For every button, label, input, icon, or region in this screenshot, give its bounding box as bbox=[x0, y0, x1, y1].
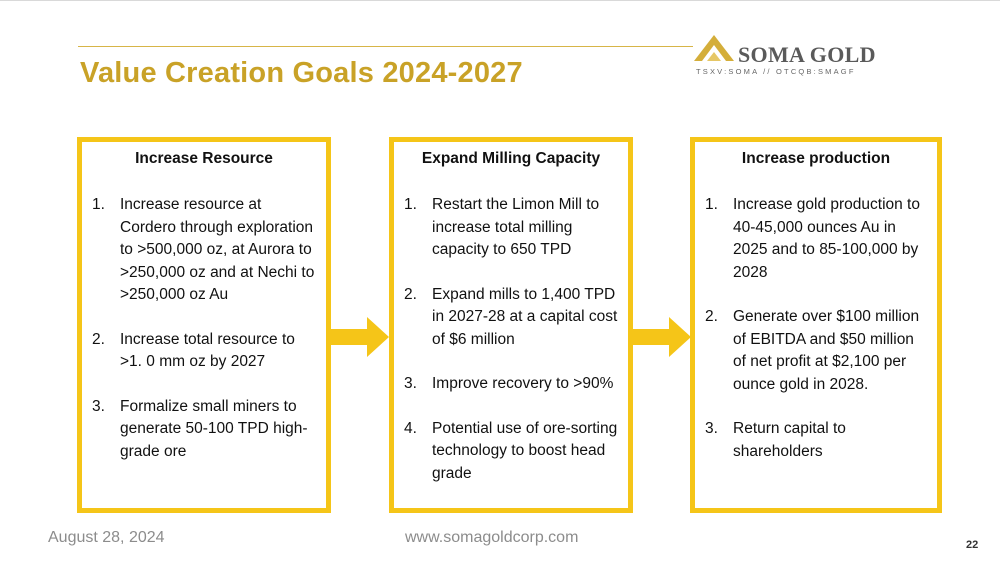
card-expand-milling-capacity bbox=[389, 137, 633, 513]
list-item bbox=[404, 418, 618, 486]
list-number: 2. bbox=[404, 285, 417, 303]
list-number: 1. bbox=[92, 196, 105, 213]
goal-list bbox=[92, 194, 316, 463]
goal-list bbox=[705, 194, 927, 463]
list-text: Return capital to shareholders bbox=[733, 420, 846, 460]
list-text: Improve recovery to >90% bbox=[432, 375, 614, 392]
list-number: 3. bbox=[705, 420, 718, 437]
arrow-right-icon bbox=[633, 317, 691, 357]
list-text: Increase gold production to 40-45,000 ounces Au in 2025 and to 85-100,000 by 2028 bbox=[733, 196, 920, 281]
card-increase-production bbox=[690, 137, 942, 513]
card-title: Increase Resource bbox=[135, 150, 273, 167]
card-increase-resource bbox=[77, 137, 331, 513]
goal-list bbox=[404, 194, 618, 485]
logo-ticker: TSXV:SOMA // OTCQB:SMAGF bbox=[696, 67, 856, 76]
list-item bbox=[705, 418, 927, 463]
list-text: Expand mills to 1,400 TPD in 2027-28 at a capital cost of $6 million bbox=[432, 285, 618, 348]
list-text: Increase resource at Cordero through exploration to >500,000 oz, at Aurora to >250,000 oz and at Nechi to >250,000 oz Au bbox=[120, 196, 315, 303]
list-item bbox=[92, 396, 316, 464]
company-logo bbox=[692, 33, 882, 77]
card-title: Increase production bbox=[741, 150, 891, 167]
list-number: 2. bbox=[705, 308, 718, 325]
list-item bbox=[92, 194, 316, 307]
list-number: 1. bbox=[705, 196, 718, 213]
page-number: 22 bbox=[966, 539, 979, 551]
list-text: Potential use of ore-sorting technology to boost head grade bbox=[432, 419, 618, 482]
list-item bbox=[92, 329, 316, 374]
list-item bbox=[404, 284, 618, 352]
footer-date: August 28, 2024 bbox=[48, 529, 165, 546]
list-item bbox=[705, 306, 927, 396]
list-text: Increase total resource to >1. 0 mm oz by 2027 bbox=[120, 330, 295, 370]
logo-name: SOMA GOLD bbox=[738, 42, 876, 67]
list-number: 3. bbox=[92, 397, 105, 415]
list-number: 1. bbox=[404, 196, 417, 213]
mountain-logo-icon bbox=[692, 33, 736, 63]
list-text: Formalize small miners to generate 50-100 TPD high-grade ore bbox=[120, 397, 308, 460]
list-text: Generate over $100 million of EBITDA and $50 million of net profit at $2,100 per ounce gold in 2028. bbox=[733, 308, 920, 393]
list-number: 2. bbox=[92, 330, 105, 348]
page-title: Value Creation Goals 2024-2027 bbox=[80, 57, 523, 89]
list-item bbox=[404, 194, 618, 262]
list-item bbox=[404, 373, 618, 396]
arrow-right-icon bbox=[331, 317, 389, 357]
footer-website-link[interactable]: www.somagoldcorp.com bbox=[405, 529, 579, 546]
list-number: 3. bbox=[404, 375, 417, 392]
list-number: 4. bbox=[404, 419, 417, 437]
header-rule bbox=[78, 46, 693, 47]
list-item bbox=[705, 194, 927, 284]
list-text: Restart the Limon Mill to increase total milling capacity to 650 TPD bbox=[432, 196, 600, 258]
card-title: Expand Milling Capacity bbox=[421, 150, 601, 167]
